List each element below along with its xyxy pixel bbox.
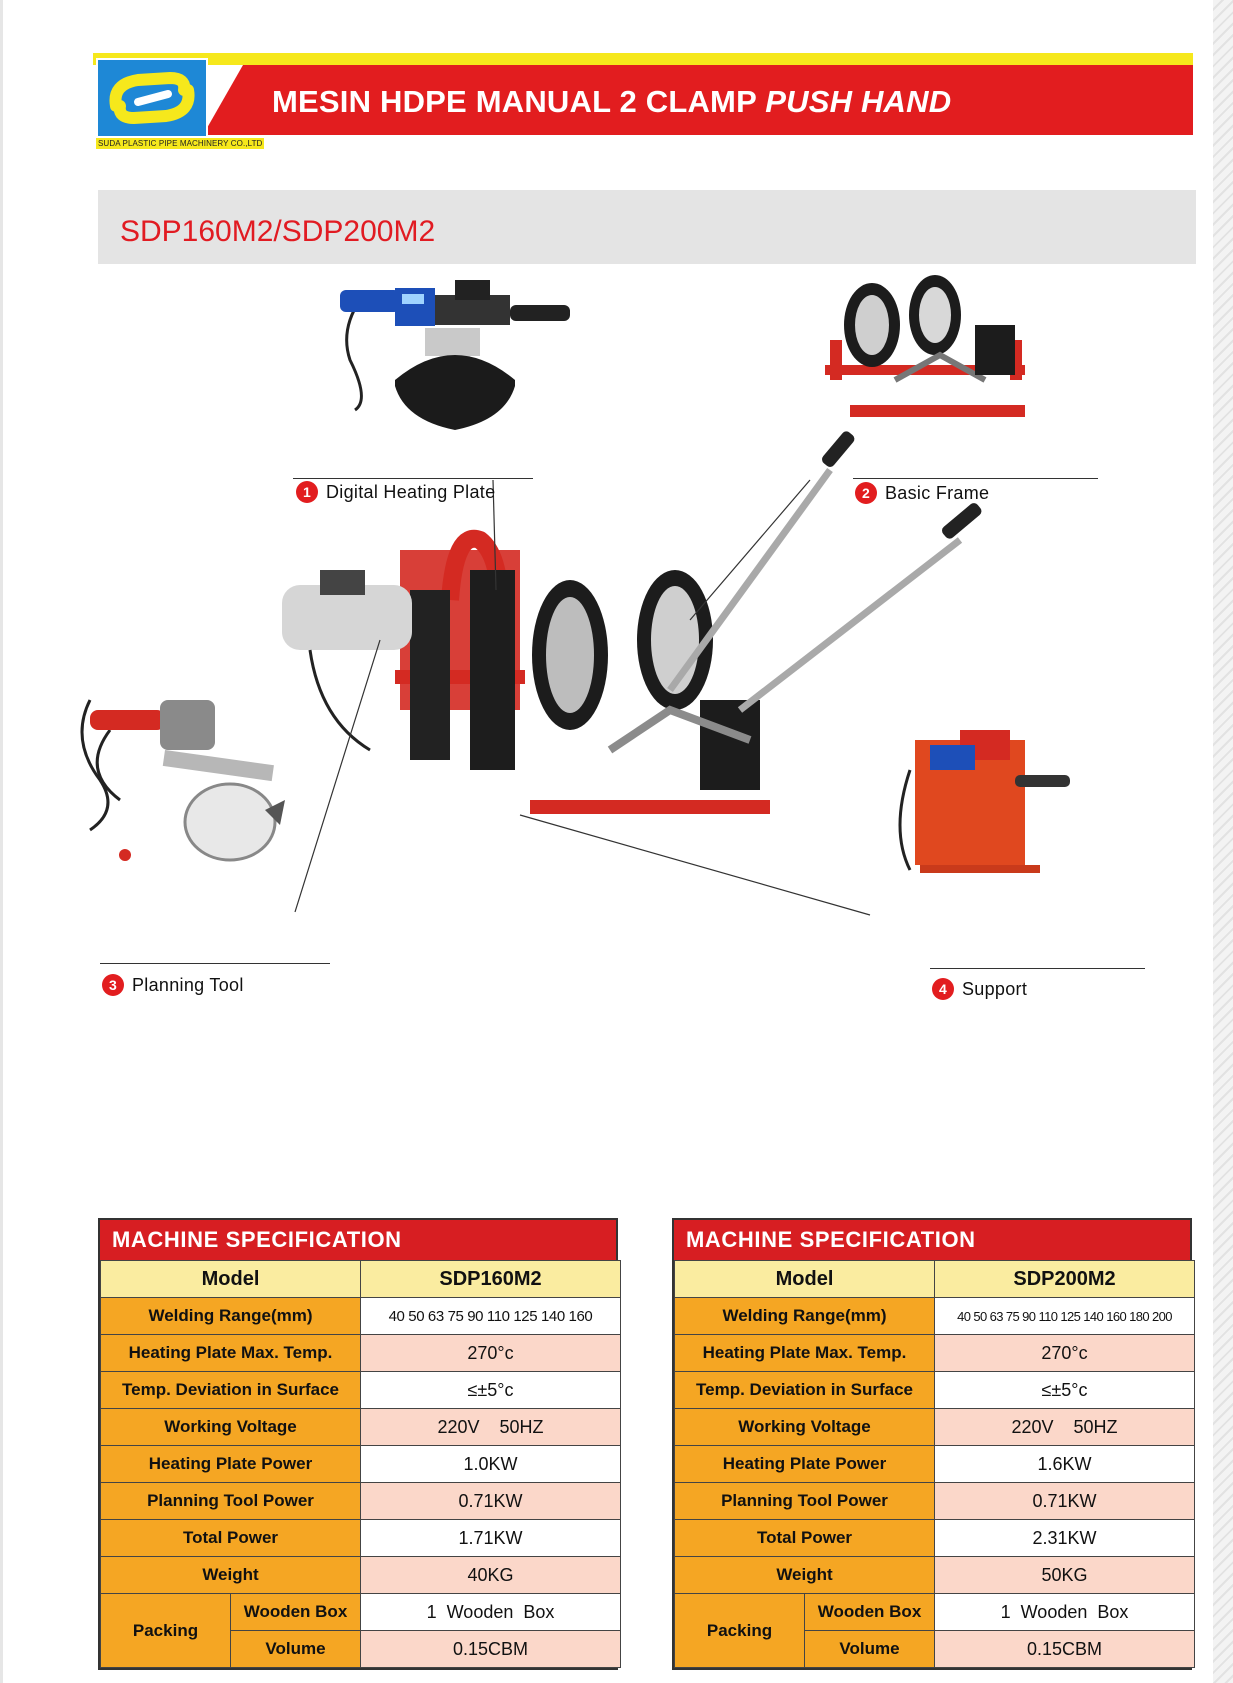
table-row: [675, 1298, 1195, 1335]
heating-temp-label: Heating Plate Max. Temp.: [675, 1335, 935, 1372]
callout-planning-tool: [102, 974, 244, 996]
model-label: Model: [101, 1261, 361, 1298]
planning-power-value: 0.71KW: [935, 1483, 1195, 1520]
total-power-label: Total Power: [101, 1520, 361, 1557]
table-row: [675, 1557, 1195, 1594]
table-row: [101, 1520, 621, 1557]
welding-range-value: 40 50 63 75 90 110 125 140 160: [361, 1298, 621, 1335]
callout-basic-frame: [855, 482, 989, 504]
temp-deviation-value: ≤±5°c: [935, 1372, 1195, 1409]
model-label: Model: [675, 1261, 935, 1298]
table-row: [101, 1372, 621, 1409]
total-power-label: Total Power: [675, 1520, 935, 1557]
wooden-box-label: Wooden Box: [805, 1594, 935, 1631]
table-row: [675, 1520, 1195, 1557]
heating-temp-value: 270°c: [361, 1335, 621, 1372]
callout-rule-1: [293, 478, 533, 479]
table-row: [101, 1483, 621, 1520]
wooden-box-label: Wooden Box: [231, 1594, 361, 1631]
spec-heading: MACHINE SPECIFICATION: [674, 1220, 1190, 1260]
table-row: [675, 1372, 1195, 1409]
welding-range-label: Welding Range(mm): [101, 1298, 361, 1335]
support-image: [900, 730, 1070, 873]
heating-plate-image: [340, 280, 570, 430]
total-power-value: 1.71KW: [361, 1520, 621, 1557]
spec-table-sdp160m2: [98, 1218, 618, 1670]
spec-table-sdp200m2: [672, 1218, 1192, 1670]
table-row: [101, 1298, 621, 1335]
table-row: [101, 1261, 621, 1298]
machine-illustration: [50, 270, 1180, 1030]
callout-rule-3: [100, 963, 330, 964]
table-row: [675, 1335, 1195, 1372]
planning-tool-image: [82, 700, 285, 861]
volume-value: 0.15CBM: [361, 1631, 621, 1668]
weight-value: 40KG: [361, 1557, 621, 1594]
voltage-value: 220V 50HZ: [361, 1409, 621, 1446]
heating-power-value: 1.6KW: [935, 1446, 1195, 1483]
heating-temp-value: 270°c: [935, 1335, 1195, 1372]
weight-value: 50KG: [935, 1557, 1195, 1594]
total-power-value: 2.31KW: [935, 1520, 1195, 1557]
callout-badge-4: 4: [932, 978, 954, 1000]
table-row: [101, 1594, 621, 1631]
temp-deviation-label: Temp. Deviation in Surface: [675, 1372, 935, 1409]
basic-frame-image: [825, 275, 1025, 417]
planning-power-label: Planning Tool Power: [101, 1483, 361, 1520]
temp-deviation-value: ≤±5°c: [361, 1372, 621, 1409]
spec-heading: MACHINE SPECIFICATION: [100, 1220, 616, 1260]
callout-badge-3: 3: [102, 974, 124, 996]
callout-label-4: Support: [962, 978, 1028, 999]
table-row: [101, 1409, 621, 1446]
callout-label-2: Basic Frame: [885, 482, 990, 503]
callout-support: [932, 978, 1027, 1000]
page-title: [272, 84, 951, 120]
callout-label-1: Digital Heating Plate: [326, 481, 496, 502]
spec-grid: [674, 1260, 1195, 1668]
table-row: [101, 1446, 621, 1483]
model-value: SDP200M2: [935, 1261, 1195, 1298]
heating-power-value: 1.0KW: [361, 1446, 621, 1483]
packing-label: Packing: [101, 1594, 231, 1668]
spec-grid: [100, 1260, 621, 1668]
table-row: [675, 1446, 1195, 1483]
planning-power-label: Planning Tool Power: [675, 1483, 935, 1520]
page-title-main: MESIN HDPE MANUAL 2 CLAMP: [272, 84, 757, 119]
page-edge-hatch: [1213, 0, 1233, 1683]
welding-range-value: 40 50 63 75 90 110 125 140 160 180 200: [935, 1298, 1195, 1335]
callout-label-3: Planning Tool: [132, 974, 244, 995]
callout-rule-2: [853, 478, 1098, 479]
table-row: [675, 1409, 1195, 1446]
model-title: SDP160M2/SDP200M2: [120, 215, 436, 248]
temp-deviation-label: Temp. Deviation in Surface: [101, 1372, 361, 1409]
logo-caption: SUDA PLASTIC PIPE MACHINERY CO.,LTD: [98, 139, 263, 148]
table-row: [675, 1594, 1195, 1631]
heating-power-label: Heating Plate Power: [101, 1446, 361, 1483]
brand-logo-icon: [98, 60, 206, 136]
volume-value: 0.15CBM: [935, 1631, 1195, 1668]
callout-heating-plate: [296, 481, 495, 503]
model-value: SDP160M2: [361, 1261, 621, 1298]
wooden-box-value: 1 Wooden Box: [361, 1594, 621, 1631]
table-row: [675, 1483, 1195, 1520]
table-row: [101, 1335, 621, 1372]
welding-range-label: Welding Range(mm): [675, 1298, 935, 1335]
packing-label: Packing: [675, 1594, 805, 1668]
header-yellow-strip: [93, 53, 1193, 65]
voltage-value: 220V 50HZ: [935, 1409, 1195, 1446]
wooden-box-value: 1 Wooden Box: [935, 1594, 1195, 1631]
page-edge-line: [0, 0, 3, 1683]
page-title-italic: PUSH HAND: [765, 84, 952, 119]
callout-badge-2: 2: [855, 482, 877, 504]
weight-label: Weight: [675, 1557, 935, 1594]
heating-power-label: Heating Plate Power: [675, 1446, 935, 1483]
callout-badge-1: 1: [296, 481, 318, 503]
voltage-label: Working Voltage: [101, 1409, 361, 1446]
volume-label: Volume: [231, 1631, 361, 1668]
table-row: [101, 1557, 621, 1594]
weight-label: Weight: [101, 1557, 361, 1594]
table-row: [675, 1261, 1195, 1298]
callout-rule-4: [930, 968, 1145, 969]
planning-power-value: 0.71KW: [361, 1483, 621, 1520]
voltage-label: Working Voltage: [675, 1409, 935, 1446]
volume-label: Volume: [805, 1631, 935, 1668]
heating-temp-label: Heating Plate Max. Temp.: [101, 1335, 361, 1372]
